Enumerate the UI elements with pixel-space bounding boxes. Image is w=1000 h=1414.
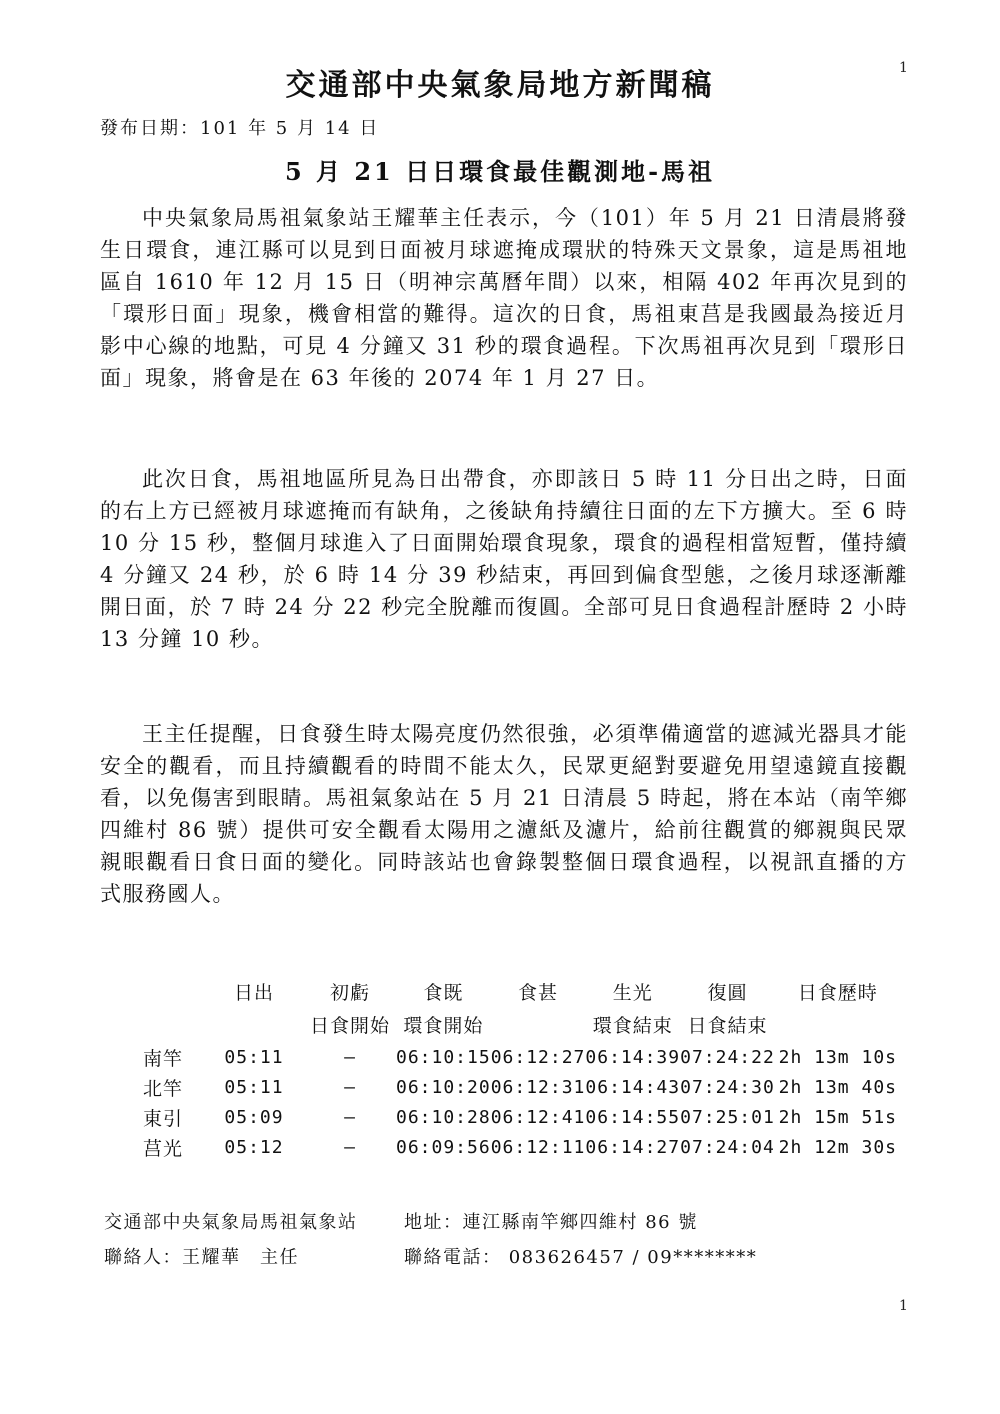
table-row [122,1042,901,1072]
fourth-contact: 07:24:04 [680,1136,775,1158]
sunrise-time: 05:11 [224,1076,284,1098]
first-contact: — [344,1076,356,1098]
table-row [122,1102,901,1132]
page-number-top: 1 [899,60,908,76]
footer-line-2 [104,1243,757,1269]
header-cell: 日食歷時 [797,981,878,1004]
eclipse-duration: 2h 13m 40s [778,1076,897,1098]
fourth-contact: 07:24:22 [680,1046,775,1068]
table-subheader-row [122,1006,901,1042]
second-contact: 06:10:15 [396,1046,491,1068]
paragraph-safety-reminder: 王主任提醒，日食發生時太陽亮度仍然很強，必須準備適當的遮減光器具才能安全的觀看，而且持續觀看的時間不能太久，民眾更絕對要避免用望遠鏡直接觀看，以免傷害到眼睛。馬祖氣象站在 5 月 21 日清晨 5 時起，將在本站（南竿鄉四維村 86 號）提供可安全觀看太陽用之濾紙及濾片，給前往觀賞的鄉親與民眾親眼觀看日食日面的變化。同時該站也會錄製整個日環食過程，以視訊直播的方式服務國人。 [100,722,908,906]
eclipse-duration: 2h 15m 51s [778,1106,897,1128]
sunrise-time: 05:09 [224,1106,284,1128]
table-row [122,1132,901,1162]
second-contact: 06:10:20 [396,1076,491,1098]
header-cell: 初虧 [329,981,370,1004]
fourth-contact: 07:25:01 [680,1106,775,1128]
table-header-row [122,976,901,1006]
third-contact: 06:14:27 [585,1136,681,1158]
sunrise-time: 05:12 [224,1136,284,1158]
paragraph-intro: 中央氣象局馬祖氣象站王耀華主任表示，今（101）年 5 月 21 日清晨將發生日環食，連江縣可以見到日面被月球遮掩成環狀的特殊天文景象，這是馬祖地區自 1610 年 12 月 15 日（明神宗萬曆年間）以來，相隔 402 年再次見到的「環形日面」現象，機會相當的難得。這次的日食，馬祖東莒是我國最為接近月影中心線的地點，可見 4 分鐘又 31 秒的環食過程。下次馬祖再次見到「環形日面」現象，將會是在 63 年後的 2074 年 1 月 27 日。 [100,206,908,390]
subheader-cell [122,1006,204,1042]
third-contact: 06:14:43 [585,1076,681,1098]
third-contact: 06:14:55 [585,1106,681,1128]
first-contact: — [344,1106,356,1128]
third-contact: 06:14:39 [585,1046,681,1068]
first-contact: — [344,1136,356,1158]
station-name: 交通部中央氣象局馬祖氣象站 [104,1212,358,1233]
header-cell [122,976,204,1006]
table-row [122,1072,901,1102]
first-contact: — [344,1046,356,1068]
contact-phone: 聯絡電話： 083626457 / 09******** [404,1247,758,1268]
subheader-cell: 日食結束 [687,1014,768,1037]
sunrise-time: 05:11 [224,1046,284,1068]
contact-person: 聯絡人：王耀華 主任 [104,1247,299,1268]
subheader-cell: 環食開始 [403,1014,484,1037]
maximum-eclipse: 06:12:41 [490,1106,586,1128]
maximum-eclipse: 06:12:31 [490,1076,586,1098]
second-contact: 06:09:56 [396,1136,491,1158]
site-name: 南竿 [142,1047,183,1070]
maximum-eclipse: 06:12:11 [490,1136,586,1158]
site-name: 東引 [142,1107,183,1130]
site-name: 莒光 [142,1137,183,1160]
subheader-cell: 環食結束 [592,1014,673,1037]
release-date: 發布日期：101 年 5 月 14 日 [100,118,380,139]
header-cell: 日出 [233,981,274,1004]
second-contact: 06:10:28 [396,1106,491,1128]
header-cell: 復圓 [707,981,748,1004]
subheader-cell [204,1006,304,1042]
paragraph-eclipse-process: 此次日食，馬祖地區所見為日出帶食，亦即該日 5 時 11 分日出之時，日面的右上方已經被月球遮掩而有缺角，之後缺角持續往日面的左下方擴大。至 6 時 10 分 15 秒，整個月球進入了日面開始環食現象，環食的過程相當短暫，僅持續 4 分鐘又 24 秒，於 6 時 14 分 39 秒結束，再回到偏食型態，之後月球逐漸離開日面，於 7 時 24 分 22 秒完全脫離而復圓。全部可見日食過程計歷時 2 小時 13 分鐘 10 秒。 [100,467,908,651]
eclipse-duration: 2h 12m 30s [778,1136,897,1158]
subheader-cell [775,1006,901,1042]
subheader-cell: 日食開始 [309,1014,390,1037]
eclipse-times-table [122,976,901,1162]
subheader-cell [491,1006,586,1042]
fourth-contact: 07:24:30 [680,1076,775,1098]
header-cell: 生光 [612,981,653,1004]
station-address: 地址：連江縣南竿鄉四維村 86 號 [404,1212,698,1233]
site-name: 北竿 [142,1077,183,1100]
document-title: 交通部中央氣象局地方新聞稿 [285,68,715,103]
header-cell: 食甚 [518,981,559,1004]
page-number-bottom: 1 [899,1298,908,1314]
maximum-eclipse: 06:12:27 [490,1046,586,1068]
eclipse-duration: 2h 13m 10s [778,1046,897,1068]
header-cell: 食既 [423,981,464,1004]
footer-line-1 [104,1208,698,1234]
document-subtitle: 5 月 21 日日環食最佳觀測地-馬祖 [284,157,716,186]
